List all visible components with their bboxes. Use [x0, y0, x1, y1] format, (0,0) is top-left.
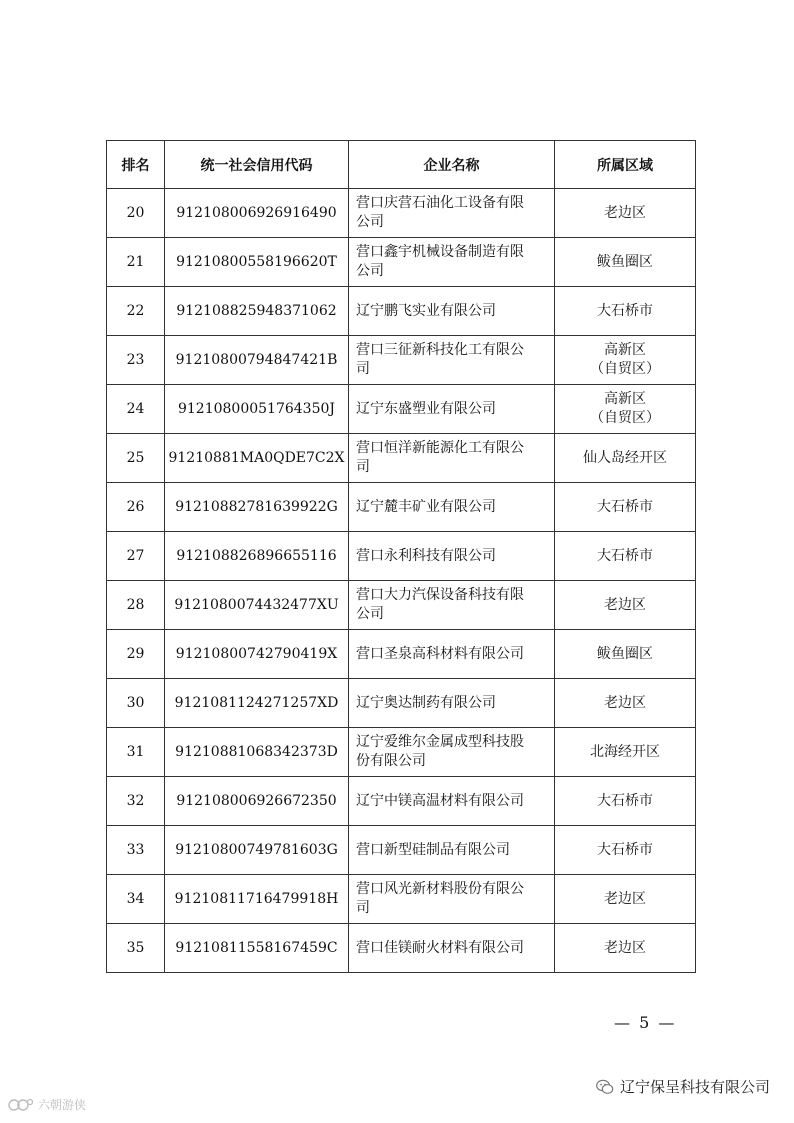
company-name-line: 辽宁麓丰矿业有限公司	[356, 498, 496, 515]
company-name-line: 营口鑫宇机械设备制造有限	[356, 244, 524, 260]
table-row	[107, 336, 696, 385]
credit-code-cell: 9121080074279041​9X	[165, 630, 349, 679]
header-company-name: 企业名称	[349, 141, 555, 189]
region-line: 大石桥市	[597, 841, 653, 858]
company-name-line: 司	[356, 900, 370, 916]
rank-cell: 32	[107, 777, 165, 826]
region-line: 高新区	[604, 342, 646, 358]
rank-cell: 21	[107, 238, 165, 287]
company-name-cell	[349, 336, 555, 385]
region-line: 仙人岛经开区	[583, 449, 667, 466]
table-row	[107, 238, 696, 287]
credit-code-cell: 91210882781639922G	[165, 483, 349, 532]
credit-code-cell: 912108825948371062	[165, 287, 349, 336]
table-row	[107, 434, 696, 483]
rank-cell: 28	[107, 581, 165, 630]
watermark-text: 六朝游侠	[38, 1098, 87, 1112]
company-name-line: 营口庆营石油化工设备有限	[356, 195, 524, 211]
region-line: 高新区	[604, 391, 646, 407]
rank-cell: 24	[107, 385, 165, 434]
company-name-line: 辽宁中镁高温材料有限公司	[356, 792, 524, 809]
rank-cell: 33	[107, 826, 165, 875]
region-cell	[555, 728, 696, 777]
table-row	[107, 875, 696, 924]
region-line: （自贸区）	[590, 410, 660, 426]
company-name-cell	[349, 630, 555, 679]
company-name-line: 营口风光新材料股份有限公	[356, 881, 524, 897]
company-name-cell	[349, 581, 555, 630]
credit-code-cell: 91210800794847421B	[165, 336, 349, 385]
company-name-cell	[349, 728, 555, 777]
table-row	[107, 728, 696, 777]
company-name-line: 公司	[356, 606, 384, 622]
table-row	[107, 189, 696, 238]
region-line: 老边区	[604, 596, 646, 613]
table-row	[107, 777, 696, 826]
company-name-line: 辽宁奥达制药有限公司	[356, 694, 496, 711]
credit-code-cell: 9121081124271257XD	[165, 679, 349, 728]
company-name-line: 公司	[356, 263, 384, 279]
region-cell	[555, 581, 696, 630]
footer-brand	[596, 1076, 770, 1097]
credit-code-cell: 91210881068342373D	[165, 728, 349, 777]
company-name-cell	[349, 777, 555, 826]
wechat-icon	[596, 1079, 614, 1095]
credit-ranking-table	[106, 140, 696, 973]
table-row	[107, 385, 696, 434]
company-name-cell	[349, 679, 555, 728]
table-row	[107, 924, 696, 973]
credit-code-cell: 91210811558167459C	[165, 924, 349, 973]
region-line: 大石桥市	[597, 498, 653, 515]
company-name-line: 营口新型硅制品有限公司	[356, 841, 510, 858]
rank-cell: 29	[107, 630, 165, 679]
company-name-cell	[349, 385, 555, 434]
company-name-cell	[349, 826, 555, 875]
table-row	[107, 826, 696, 875]
header-region: 所属区域	[555, 141, 696, 189]
region-cell	[555, 777, 696, 826]
company-name-line: 营口大力汽保设备科技有限	[356, 587, 524, 603]
rank-cell: 23	[107, 336, 165, 385]
table-row	[107, 630, 696, 679]
region-cell	[555, 434, 696, 483]
company-name-line: 辽宁鹏飞实业有限公司	[356, 302, 496, 319]
company-name-line: 辽宁东盛塑业有限公司	[356, 400, 496, 417]
credit-code-cell: 91210811716479918H	[165, 875, 349, 924]
credit-code-cell: 91210800558196620T	[165, 238, 349, 287]
company-name-cell	[349, 287, 555, 336]
company-name-line: 营口三征新科技化工有限公	[356, 342, 524, 358]
header-rank: 排名	[107, 141, 165, 189]
company-name-cell	[349, 532, 555, 581]
table-body	[107, 189, 696, 973]
company-name-cell	[349, 189, 555, 238]
region-cell	[555, 287, 696, 336]
region-line: 老边区	[604, 939, 646, 956]
credit-code-cell: 912108006926916490	[165, 189, 349, 238]
region-cell	[555, 385, 696, 434]
company-name-line: 司	[356, 459, 370, 475]
table-row	[107, 679, 696, 728]
table-row	[107, 483, 696, 532]
table-row	[107, 532, 696, 581]
region-cell	[555, 875, 696, 924]
company-name-cell	[349, 875, 555, 924]
rank-cell: 26	[107, 483, 165, 532]
credit-code-cell: 9121080074432477XU	[165, 581, 349, 630]
region-cell	[555, 336, 696, 385]
region-cell	[555, 532, 696, 581]
credit-code-cell: 912108826896655116	[165, 532, 349, 581]
region-cell	[555, 483, 696, 532]
watermark	[8, 1096, 86, 1113]
credit-code-cell: 91210800749781603G	[165, 826, 349, 875]
company-name-line: 营口圣泉高科材料有限公司	[356, 645, 524, 662]
rank-cell: 25	[107, 434, 165, 483]
company-name-line: 营口恒洋新能源化工有限公	[356, 440, 524, 456]
table-header-row	[107, 141, 696, 189]
table-row	[107, 287, 696, 336]
rank-cell: 27	[107, 532, 165, 581]
region-line: 鲅鱼圈区	[597, 645, 653, 662]
region-line: 大石桥市	[597, 792, 653, 809]
region-cell	[555, 189, 696, 238]
logo-icon	[8, 1097, 34, 1113]
credit-code-cell: 91210881MA0QDE7C2X	[165, 434, 349, 483]
region-cell	[555, 630, 696, 679]
region-line: 大石桥市	[597, 302, 653, 319]
company-name-cell	[349, 434, 555, 483]
company-name-line: 公司	[356, 214, 384, 230]
region-line: 老边区	[604, 694, 646, 711]
region-cell	[555, 679, 696, 728]
company-name-cell	[349, 483, 555, 532]
credit-code-cell: 912108006926672350	[165, 777, 349, 826]
company-name-cell	[349, 238, 555, 287]
credit-code-cell: 91210800051764350J	[165, 385, 349, 434]
footer-brand-text: 辽宁保呈科技有限公司	[619, 1078, 770, 1096]
rank-cell: 34	[107, 875, 165, 924]
table-row	[107, 581, 696, 630]
rank-cell: 35	[107, 924, 165, 973]
region-cell	[555, 826, 696, 875]
company-name-line: 营口永利科技有限公司	[356, 547, 496, 564]
region-line: 北海经开区	[590, 743, 660, 760]
rank-cell: 31	[107, 728, 165, 777]
region-line: 鲅鱼圈区	[597, 253, 653, 270]
region-cell	[555, 238, 696, 287]
page-number: — 5 —	[614, 1013, 677, 1032]
company-name-line: 司	[356, 361, 370, 377]
region-line: （自贸区）	[590, 361, 660, 377]
region-line: 老边区	[604, 890, 646, 907]
region-line: 大石桥市	[597, 547, 653, 564]
region-line: 老边区	[604, 204, 646, 221]
header-credit-code: 统一社会信用代码	[165, 141, 349, 189]
region-cell	[555, 924, 696, 973]
rank-cell: 20	[107, 189, 165, 238]
company-name-line: 份有限公司	[356, 753, 426, 769]
company-name-line: 辽宁爱维尔金属成型科技股	[356, 734, 524, 750]
rank-cell: 22	[107, 287, 165, 336]
company-name-cell	[349, 924, 555, 973]
company-name-line: 营口佳镁耐火材料有限公司	[356, 939, 524, 956]
rank-cell: 30	[107, 679, 165, 728]
